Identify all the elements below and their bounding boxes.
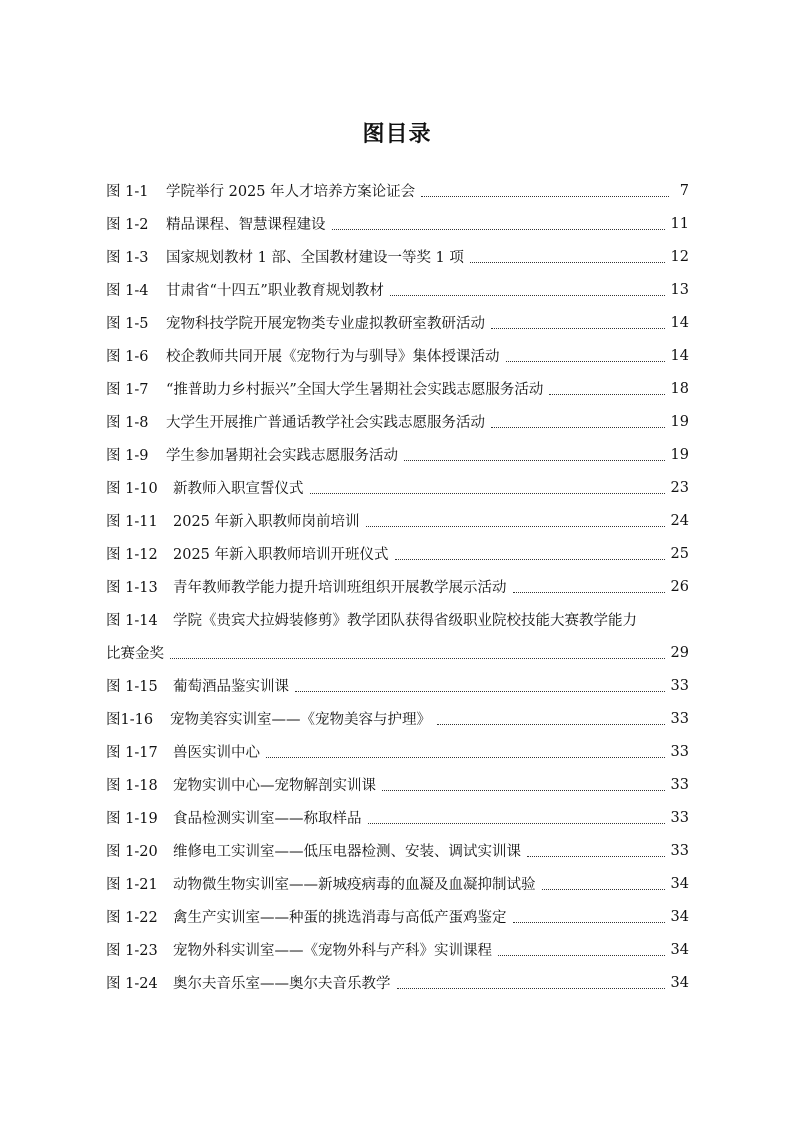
page-number: 23 — [670, 479, 689, 496]
figure-list — [106, 174, 689, 999]
figure-label: 图 1-20 — [106, 844, 158, 860]
toc-entry[interactable] — [106, 405, 689, 438]
toc-entry[interactable] — [106, 537, 689, 570]
toc-entry[interactable] — [106, 273, 689, 306]
leader-dots — [491, 426, 665, 428]
toc-entry[interactable] — [106, 900, 689, 933]
figure-title: 学院举行 2025 年人才培养方案论证会 — [166, 184, 416, 200]
toc-entry[interactable] — [106, 438, 689, 471]
page-title: 图目录 — [362, 121, 432, 147]
page-number: 25 — [670, 545, 689, 562]
page-number: 13 — [670, 281, 689, 298]
figure-label: 图 1-17 — [106, 745, 158, 761]
figure-label: 图 1-1 — [106, 184, 149, 200]
figure-label: 图 1-7 — [106, 382, 149, 398]
figure-title: 宠物外科实训室——《宠物外科与产科》实训课程 — [173, 943, 492, 959]
toc-entry[interactable] — [106, 768, 689, 801]
leader-dots — [366, 525, 665, 527]
toc-entry[interactable] — [106, 174, 689, 207]
figure-label: 图 1-13 — [106, 580, 158, 596]
figure-title: 2025 年新入职教师岗前培训 — [173, 514, 360, 530]
toc-entry[interactable] — [106, 339, 689, 372]
page-number: 19 — [670, 446, 689, 463]
toc-entry[interactable] — [106, 834, 689, 867]
leader-dots — [437, 723, 665, 725]
leader-dots — [332, 228, 665, 230]
leader-dots — [549, 393, 664, 395]
toc-entry[interactable] — [106, 570, 689, 603]
page-number: 14 — [670, 347, 689, 364]
leader-dots — [170, 657, 665, 659]
leader-dots — [390, 294, 665, 296]
figure-label: 图 1-11 — [106, 514, 158, 530]
page-number: 34 — [670, 908, 689, 925]
figure-title: 动物微生物实训室——新城疫病毒的血凝及血凝抑制试验 — [173, 877, 536, 893]
figure-title: 食品检测实训室——称取样品 — [173, 811, 362, 827]
leader-dots — [506, 360, 665, 362]
page-number: 12 — [670, 248, 689, 265]
toc-entry[interactable] — [106, 504, 689, 537]
page-number: 11 — [670, 215, 689, 232]
figure-title: 学生参加暑期社会实践志愿服务活动 — [166, 448, 398, 464]
toc-entry[interactable] — [106, 669, 689, 702]
page-number: 14 — [670, 314, 689, 331]
page-number: 33 — [670, 743, 689, 760]
figure-label: 图 1-15 — [106, 679, 158, 695]
toc-entry[interactable] — [106, 240, 689, 273]
figure-title-continued: 比赛金奖 — [106, 646, 164, 662]
page-number: 33 — [670, 710, 689, 727]
page-number: 18 — [670, 380, 689, 397]
figure-label: 图1-16 — [106, 712, 154, 728]
figure-title: 2025 年新入职教师培训开班仪式 — [173, 547, 389, 563]
figure-title: 宠物科技学院开展宠物类专业虚拟教研室教研活动 — [166, 316, 485, 332]
page-number: 33 — [670, 809, 689, 826]
toc-entry-continued[interactable] — [106, 636, 689, 669]
leader-dots — [266, 756, 665, 758]
figure-title: 奥尔夫音乐室——奥尔夫音乐教学 — [173, 976, 391, 992]
figure-label: 图 1-2 — [106, 217, 149, 233]
leader-dots — [527, 855, 665, 857]
figure-title: 兽医实训中心 — [173, 745, 260, 761]
figure-label: 图 1-14 — [106, 613, 158, 629]
toc-entry[interactable] — [106, 933, 689, 966]
page-number: 34 — [670, 974, 689, 991]
figure-label: 图 1-6 — [106, 349, 149, 365]
page-number: 34 — [670, 941, 689, 958]
figure-title: 大学生开展推广普通话教学社会实践志愿服务活动 — [166, 415, 485, 431]
figure-title: 精品课程、智慧课程建设 — [166, 217, 326, 233]
figure-title: 宠物实训中心—宠物解剖实训课 — [173, 778, 376, 794]
figure-label: 图 1-22 — [106, 910, 158, 926]
figure-label: 图 1-5 — [106, 316, 149, 332]
leader-dots — [513, 591, 665, 593]
leader-dots — [295, 690, 665, 692]
page-number: 33 — [670, 677, 689, 694]
figure-label: 图 1-3 — [106, 250, 149, 266]
figure-label: 图 1-18 — [106, 778, 158, 794]
page-number: 33 — [670, 842, 689, 859]
toc-entry[interactable] — [106, 471, 689, 504]
figure-title: 国家规划教材 1 部、全国教材建设一等奖 1 项 — [166, 250, 464, 266]
figure-label: 图 1-21 — [106, 877, 158, 893]
leader-dots — [395, 558, 665, 560]
leader-dots — [470, 261, 665, 263]
figure-title: 新教师入职宣誓仪式 — [173, 481, 304, 497]
figure-title: “推普助力乡村振兴”全国大学生暑期社会实践志愿服务活动 — [166, 382, 544, 398]
leader-dots — [368, 822, 665, 824]
page-number: 29 — [670, 644, 689, 661]
toc-entry[interactable] — [106, 372, 689, 405]
toc-entry[interactable] — [106, 207, 689, 240]
page-number: 34 — [670, 875, 689, 892]
figure-label: 图 1-19 — [106, 811, 158, 827]
toc-entry[interactable] — [106, 735, 689, 768]
toc-entry[interactable] — [106, 801, 689, 834]
figure-label: 图 1-24 — [106, 976, 158, 992]
page-number: 19 — [670, 413, 689, 430]
figure-label: 图 1-9 — [106, 448, 149, 464]
figure-label: 图 1-4 — [106, 283, 149, 299]
figure-label: 图 1-8 — [106, 415, 149, 431]
page-number: 7 — [679, 182, 689, 199]
leader-dots — [404, 459, 665, 461]
page-number: 26 — [670, 578, 689, 595]
leader-dots — [513, 921, 665, 923]
figure-label: 图 1-12 — [106, 547, 158, 563]
figure-title: 青年教师教学能力提升培训班组织开展教学展示活动 — [173, 580, 507, 596]
figure-label: 图 1-23 — [106, 943, 158, 959]
leader-dots — [421, 195, 669, 197]
figure-title: 禽生产实训室——种蛋的挑选消毒与高低产蛋鸡鉴定 — [173, 910, 507, 926]
leader-dots — [310, 492, 665, 494]
page-number: 33 — [670, 776, 689, 793]
leader-dots — [382, 789, 665, 791]
figure-title: 甘肃省“十四五”职业教育规划教材 — [166, 283, 384, 299]
toc-entry[interactable] — [106, 966, 689, 999]
figure-title: 维修电工实训室——低压电器检测、安装、调试实训课 — [173, 844, 521, 860]
toc-entry[interactable] — [106, 867, 689, 900]
leader-dots — [491, 327, 665, 329]
leader-dots — [498, 954, 665, 956]
figure-title: 校企教师共同开展《宠物行为与驯导》集体授课活动 — [166, 349, 500, 365]
leader-dots — [542, 888, 665, 890]
figure-title: 宠物美容实训室——《宠物美容与护理》 — [170, 712, 431, 728]
toc-entry[interactable] — [106, 603, 689, 636]
figure-title: 葡萄酒品鉴实训课 — [173, 679, 289, 695]
leader-dots — [397, 987, 665, 989]
toc-entry[interactable] — [106, 702, 689, 735]
figure-title: 学院《贵宾犬拉姆装修剪》教学团队获得省级职业院校技能大赛教学能力 — [173, 613, 637, 629]
figure-label: 图 1-10 — [106, 481, 158, 497]
page-number: 24 — [670, 512, 689, 529]
toc-entry[interactable] — [106, 306, 689, 339]
